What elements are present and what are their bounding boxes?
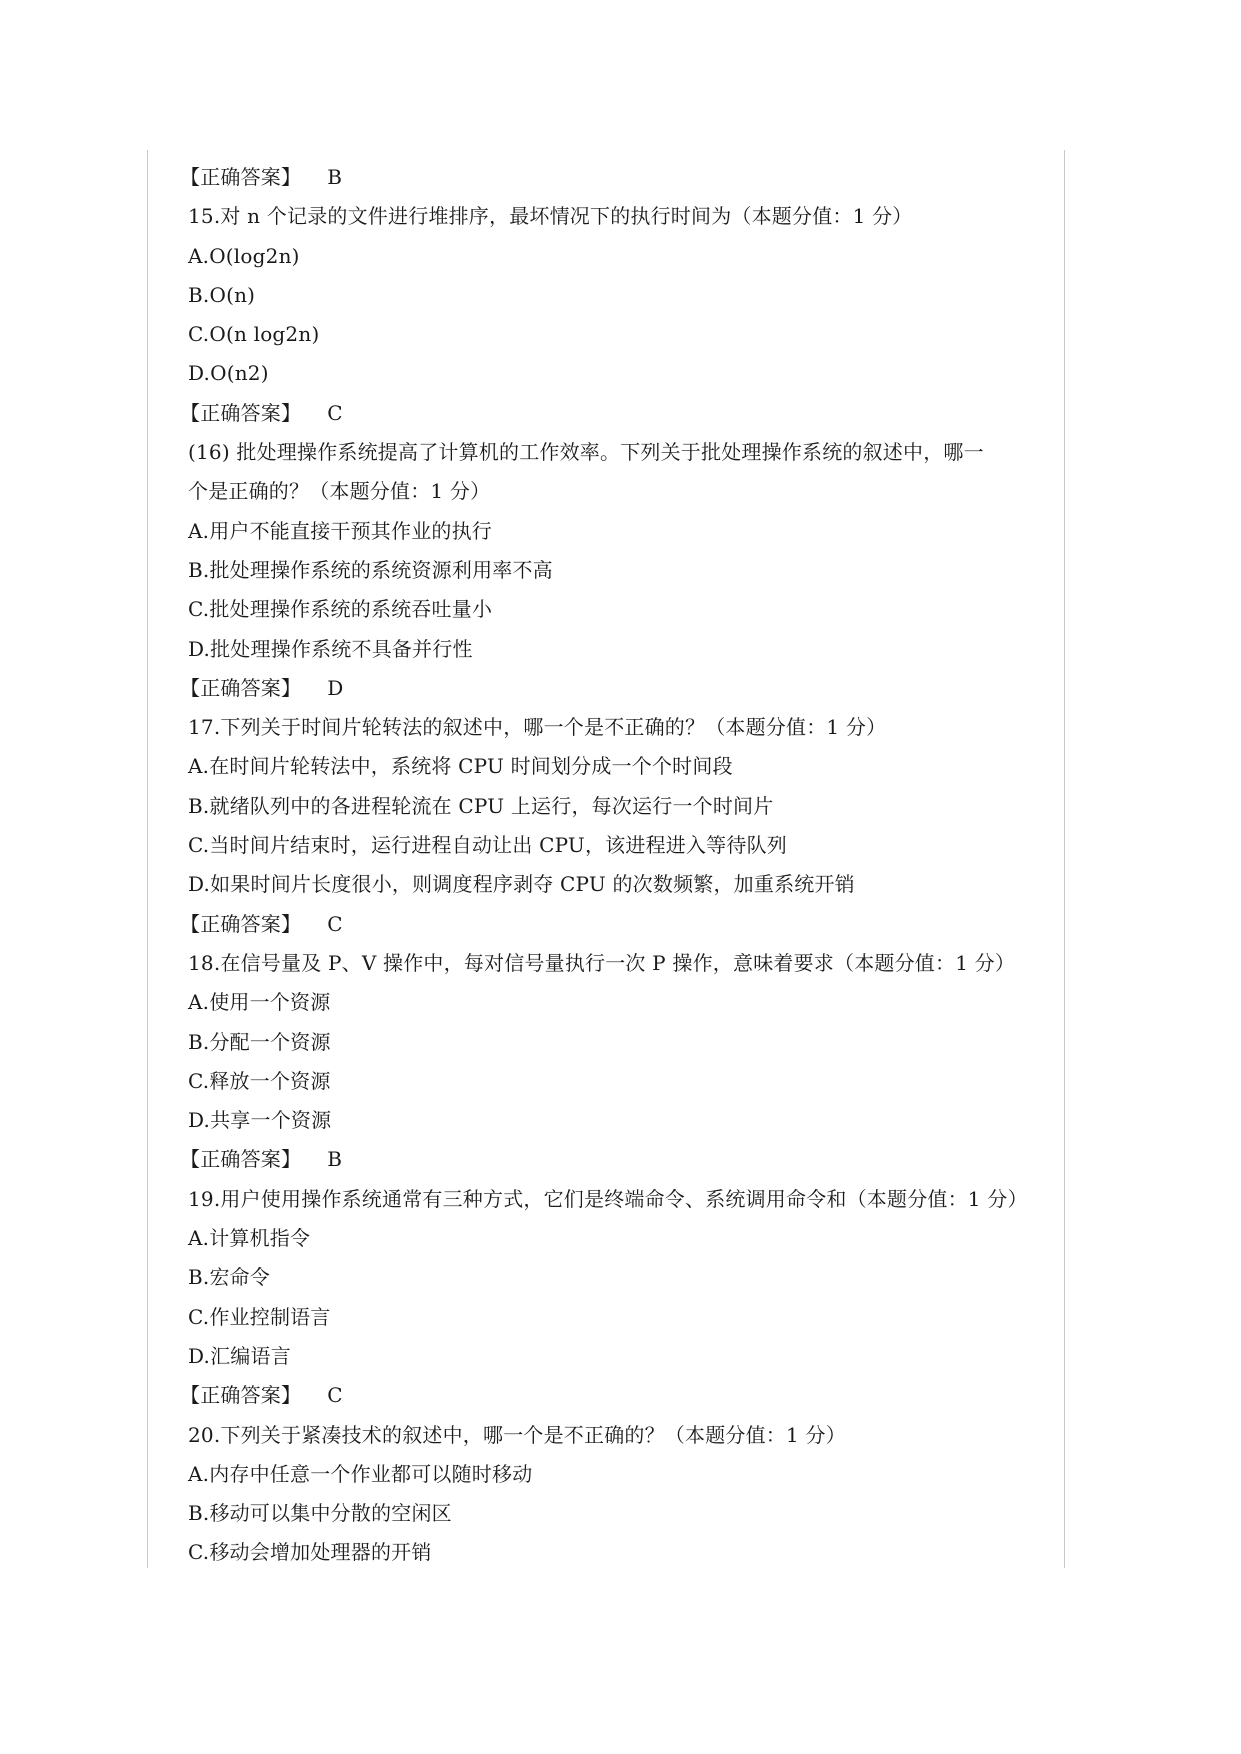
- option-line: [188, 1337, 1068, 1376]
- option-text: 在时间片轮转法中，系统将 CPU 时间划分成一个个时间段: [209, 754, 733, 779]
- option-letter: B.: [188, 282, 210, 307]
- option-line: [188, 1023, 1068, 1062]
- option-text: O(n2): [210, 361, 269, 386]
- answer-label: 【正确答案】: [180, 165, 302, 189]
- option-line: [188, 630, 1068, 669]
- option-text: O(n): [209, 282, 256, 307]
- option-text: O(log2n): [209, 243, 300, 268]
- option-line: [188, 512, 1068, 551]
- option-letter: B.: [188, 793, 210, 818]
- option-line: [188, 354, 1068, 393]
- option-text: 分配一个资源: [209, 1029, 331, 1054]
- option-text: 当时间片结束时，运行进程自动让出 CPU，该进程进入等待队列: [209, 833, 787, 858]
- option-line: [188, 590, 1068, 629]
- answer-value: C: [327, 400, 343, 425]
- option-text: 汇编语言: [210, 1343, 291, 1368]
- option-line: [188, 1258, 1068, 1297]
- option-letter: B.: [188, 1029, 210, 1054]
- option-letter: A.: [188, 990, 210, 1015]
- question-text: 17.下列关于时间片轮转法的叙述中，哪一个是不正确的？（本题分值：1 分）: [188, 715, 887, 740]
- option-line: [188, 747, 1068, 786]
- option-letter: B.: [188, 1265, 210, 1290]
- question-text: 15.对 n 个记录的文件进行堆排序，最坏情况下的执行时间为（本题分值：1 分）: [188, 204, 913, 229]
- option-text: O(n log2n): [209, 322, 320, 347]
- option-line: [188, 1455, 1068, 1494]
- option-text: 移动会增加处理器的开销: [209, 1540, 432, 1565]
- option-line: [188, 1298, 1068, 1337]
- option-text: 移动可以集中分散的空闲区: [209, 1501, 452, 1526]
- option-text: 宏命令: [209, 1265, 271, 1290]
- option-text: 内存中任意一个作业都可以随时移动: [209, 1461, 533, 1486]
- answer-label: 【正确答案】: [180, 911, 302, 936]
- option-letter: D.: [188, 1343, 211, 1368]
- option-line: [188, 276, 1068, 315]
- answer-line: [180, 158, 1068, 197]
- option-letter: C.: [188, 322, 210, 347]
- answer-line: [180, 394, 1068, 433]
- option-letter: A.: [188, 243, 210, 268]
- option-line: [188, 787, 1068, 826]
- option-letter: D.: [188, 872, 211, 897]
- answer-value: B: [327, 1147, 343, 1172]
- option-letter: A.: [188, 1226, 210, 1251]
- option-line: [188, 1533, 1068, 1572]
- option-text: 计算机指令: [209, 1226, 311, 1251]
- option-letter: D.: [188, 361, 211, 386]
- question-text: 个是正确的？（本题分值：1 分）: [188, 479, 491, 504]
- option-text: 使用一个资源: [209, 990, 331, 1015]
- option-line: [188, 315, 1068, 354]
- option-text: 批处理操作系统不具备并行性: [210, 636, 473, 661]
- option-text: 共享一个资源: [210, 1108, 332, 1133]
- option-letter: C.: [188, 597, 210, 622]
- answer-label: 【正确答案】: [180, 675, 302, 700]
- option-text: 释放一个资源: [209, 1068, 331, 1093]
- option-text: 作业控制语言: [209, 1304, 331, 1329]
- answer-label: 【正确答案】: [180, 1383, 302, 1408]
- option-text: 批处理操作系统的系统资源利用率不高: [209, 557, 553, 582]
- question-text: 18.在信号量及 P、V 操作中，每对信号量执行一次 P 操作，意味着要求（本题分值：1 分）: [188, 950, 1016, 975]
- answer-value: C: [327, 1383, 343, 1408]
- option-letter: C.: [188, 833, 210, 858]
- option-letter: A.: [188, 1461, 210, 1486]
- option-letter: A.: [188, 518, 210, 543]
- option-letter: C.: [188, 1068, 210, 1093]
- option-letter: B.: [188, 1501, 210, 1526]
- option-line: [188, 551, 1068, 590]
- option-line: [188, 983, 1068, 1022]
- option-letter: B.: [188, 557, 210, 582]
- option-text: 如果时间片长度很小，则调度程序剥夺 CPU 的次数频繁，加重系统开销: [210, 872, 855, 897]
- option-line: [188, 1494, 1068, 1533]
- option-text: 批处理操作系统的系统吞吐量小: [209, 597, 493, 622]
- option-letter: D.: [188, 1108, 211, 1133]
- answer-line: [180, 905, 1068, 944]
- option-line: [188, 1219, 1068, 1258]
- option-letter: C.: [188, 1540, 210, 1565]
- question-text: 19.用户使用操作系统通常有三种方式，它们是终端命令、系统调用命令和（本题分值：1 分）: [188, 1186, 1028, 1211]
- answer-value: D: [327, 675, 344, 700]
- option-text: 就绪队列中的各进程轮流在 CPU 上运行，每次运行一个时间片: [209, 793, 774, 818]
- option-text: 用户不能直接干预其作业的执行: [209, 518, 493, 543]
- answer-line: [180, 669, 1068, 708]
- option-line: [188, 826, 1068, 865]
- answer-value: C: [327, 911, 343, 936]
- left-border-line: [147, 150, 148, 1568]
- document-body: [180, 158, 1068, 1573]
- option-letter: A.: [188, 754, 210, 779]
- question-text: (16) 批处理操作系统提高了计算机的工作效率。下列关于批处理操作系统的叙述中，哪一: [188, 440, 984, 465]
- option-line: [188, 1062, 1068, 1101]
- answer-line: [180, 1376, 1068, 1415]
- option-line: [188, 865, 1068, 904]
- option-line: [188, 1101, 1068, 1140]
- answer-label: 【正确答案】: [180, 400, 302, 425]
- option-line: [188, 237, 1068, 276]
- answer-label: 【正确答案】: [180, 1147, 302, 1172]
- option-letter: D.: [188, 636, 211, 661]
- answer-value: B: [327, 165, 343, 189]
- answer-line: [180, 1140, 1068, 1179]
- question-text: 20.下列关于紧凑技术的叙述中，哪一个是不正确的？（本题分值：1 分）: [188, 1422, 846, 1447]
- option-letter: C.: [188, 1304, 210, 1329]
